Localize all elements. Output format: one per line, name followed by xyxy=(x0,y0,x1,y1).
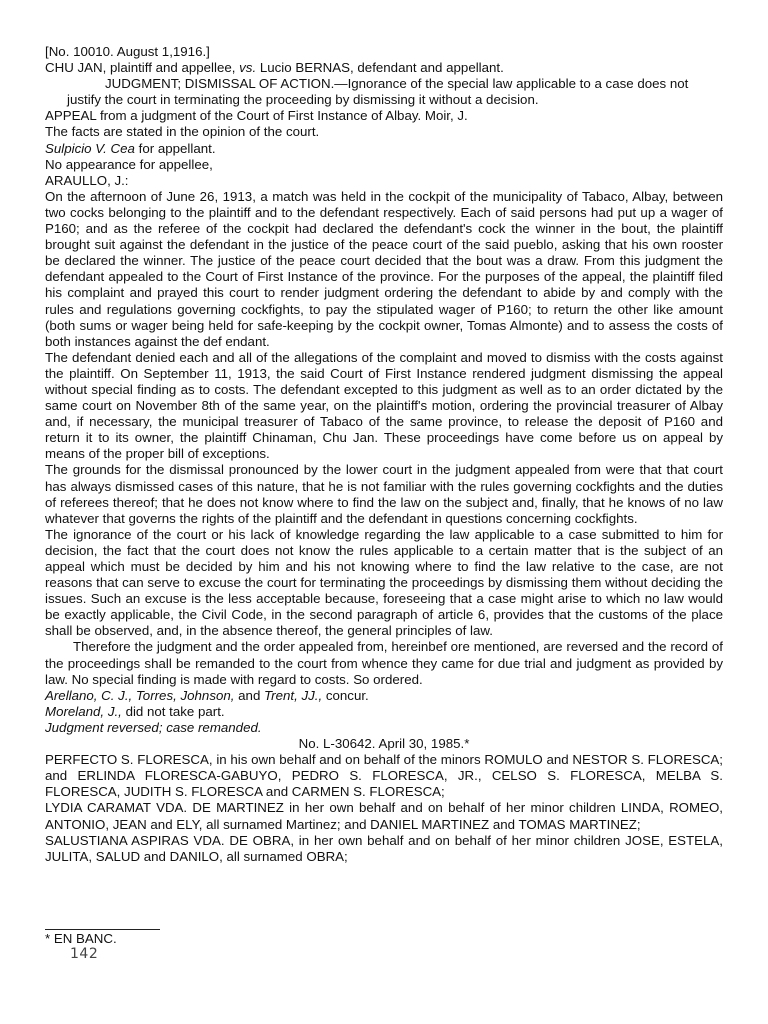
plaintiff-name: CHU JAN, plaintiff and appellee, xyxy=(45,60,240,76)
opinion-paragraph: The grounds for the dismissal pronounced by the lower court in the judgment appealed from were that that court has always dismissed cases of this nature, that he is not familiar with the rules governing cockfights and the duties of referees thereof; that he does not know where to find the law on the subject and, finally, that he knows of no law whatever that governs the rights of the plaintiff and the defendant in questions concerning cockfights. xyxy=(45,462,723,526)
syllabus-line-1: JUDGMENT; DISMISSAL OF ACTION.—Ignorance of the special law applicable to a case does not xyxy=(105,76,689,92)
dispositive-paragraph: Therefore the judgment and the order appealed from, hereinbef ore mentioned, are reversed and the record of the proceedings shall be remanded to the court from whence they came for due trial and judgment as provided by law. No special finding is made with regard to costs. So ordered. xyxy=(45,639,723,687)
footnote-divider xyxy=(45,929,160,930)
result-line: Judgment reversed; case remanded. xyxy=(45,719,262,735)
footnote: * EN BANC. xyxy=(45,931,117,946)
counsel-line xyxy=(45,141,723,157)
ponente: ARAULLO, J.: xyxy=(45,172,129,188)
counsel-role: for appellant. xyxy=(134,140,216,156)
non-participation-label: did not take part. xyxy=(121,703,225,719)
opinion-paragraph: On the afternoon of June 26, 1913, a match was held in the cockpit of the municipality of Tabaco, Albay, between two cocks belonging to the plaintiff and to the defendant respectively. Each of said persons had put up a wager of P160; and as the referee of the cockpit had declared the defendant's cock the winner in the bout, the plaintiff brought suit against the defendant in the justice of the peace court of the said pueblo, asking that his own rooster be declared the winner. The justice of the peace court decided that the bout was a draw. From this judgment the defendant appealed to the Court of First Instance of the province. For the purposes of the appeal, the plaintiff filed his complaint and prayed this court to render judgment ordering the defendant to abide by and comply with the rules and regulations governing cockfights, to pay the stipulated wager of P160; to return the other like amount (both sums or wager being held for safe-keeping by the cockpit owner, Tomas Almonte) and to assess the costs of both instances against the def endant. xyxy=(45,188,723,349)
concurring-justices: Arellano, C. J., Torres, Johnson, xyxy=(45,687,235,703)
syllabus-line-2: justify the court in terminating the proceeding by dismissing it without a decision. xyxy=(67,92,539,108)
defendant-name: Lucio BERNAS, defendant and appellant. xyxy=(256,60,504,76)
concur-label: concur. xyxy=(322,687,369,703)
case2-parties-paragraph: SALUSTIANA ASPIRAS VDA. DE OBRA, in her own behalf and on behalf of her minor children JOSE, ESTELA, JULITA, SALUD and DANILO, all surnamed OBRA; xyxy=(45,832,723,864)
document-body xyxy=(45,44,723,865)
facts-line: The facts are stated in the opinion of the court. xyxy=(45,124,320,140)
case2-parties-paragraph: LYDIA CARAMAT VDA. DE MARTINEZ in her own behalf and on behalf of her minor children LINDA, ROMEO, ANTONIO, JEAN and ELY, all surnamed Martinez; and DANIEL MARTINEZ and TOMAS MARTINEZ; xyxy=(45,800,723,832)
opinion-paragraph: The ignorance of the court or his lack of knowledge regarding the law applicable to a case submitted to him for decision, the fact that the court does not know the rules applicable to a certain matter that is the subject of an appeal which must be decided by him and his not knowing where to find the law relative to the case, are not reasons that can serve to excuse the court for terminating the proceedings by dismissing them without deciding the issues. Such an excuse is the less acceptable because, foreseeing that a case might arise to which no law would be exactly applicable, the Civil Code, in the second paragraph of article 6, provides that the customs of the place shall be observed, and, in the absence thereof, the general principles of law. xyxy=(45,526,723,639)
moreland-name: Moreland, J., xyxy=(45,703,122,719)
no-appearance-line: No appearance for appellee, xyxy=(45,156,213,172)
non-participation-line xyxy=(45,704,723,720)
concurrence-line xyxy=(45,688,723,704)
concur-and: and xyxy=(234,687,265,703)
versus-label: vs. xyxy=(239,60,257,76)
appeal-line: APPEAL from a judgment of the Court of First Instance of Albay. Moir, J. xyxy=(45,108,468,124)
case2-header: No. L-30642. April 30, 1985.* xyxy=(298,736,470,752)
case-header: [No. 10010. August 1,1916.] xyxy=(45,44,210,59)
counsel-name: Sulpicio V. Cea xyxy=(45,140,135,156)
case-parties xyxy=(45,60,723,76)
concurring-justice-trent: Trent, JJ., xyxy=(264,687,323,703)
opinion-paragraph: The defendant denied each and all of the allegations of the complaint and moved to dismiss with the costs against the plaintiff. On September 11, 1913, the said Court of First Instance rendered judgment dismissing the appeal without special finding as to costs. The defendant excepted to this judgment as well as to an order dictated by the same court on November 8th of the same year, on the plaintiff's motion, ordering the provincial treasurer of Albay and, if necessary, the municipal treasurer of Tabaco of the same province, to release the deposit of P160 and return it to its owner, the plaintiff Chinaman, Chu Jan. These proceedings have come before us on appeal by means of the proper bill of exceptions. xyxy=(45,349,723,462)
case2-parties-paragraph: PERFECTO S. FLORESCA, in his own behalf and on behalf of the minors ROMULO and NESTOR S. FLORESCA; and ERLINDA FLORESCA-GABUYO, PEDRO S. FLORESCA, JR., CELSO S. FLORESCA, MELBA S. FLORESCA, JUDITH S. FLORESCA and CARMEN S. FLORESCA; xyxy=(45,752,723,800)
page-number: 142 xyxy=(70,946,99,962)
